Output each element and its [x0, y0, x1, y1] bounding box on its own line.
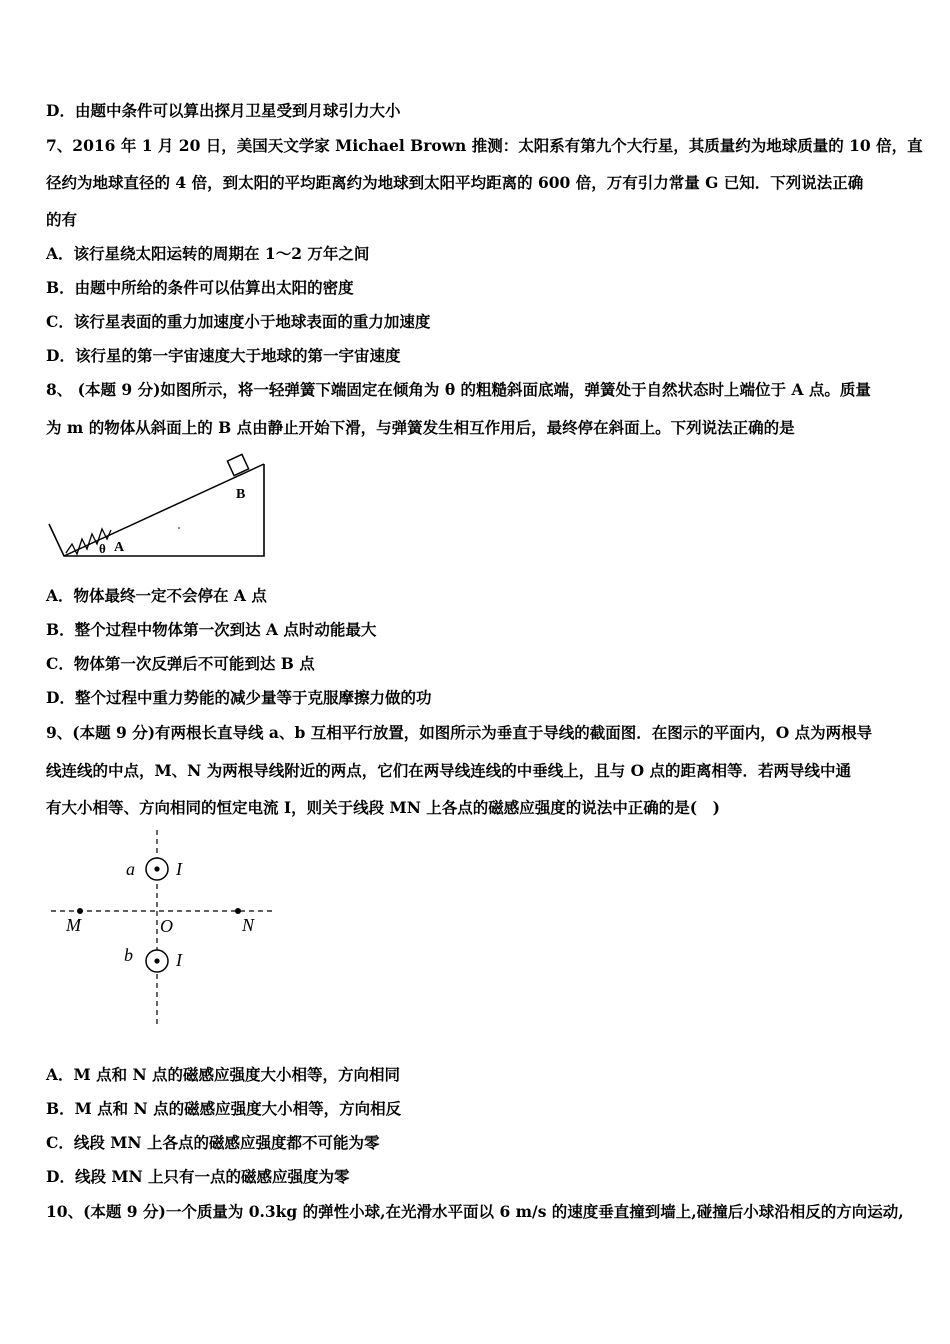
stem-line: 7、2016 年 1 月 20 日，美国天文学家 Michael Brown 推测：太阳系有第九个大行星，其质量约为地球质量的 10 倍，直	[46, 136, 923, 155]
parallel-wires-figure	[46, 828, 286, 1034]
label-i-top: I	[176, 859, 182, 879]
dot	[178, 527, 180, 529]
label-m: M	[66, 915, 81, 935]
question-6-option-d: D．由题中条件可以算出探月卫星受到月球引力大小	[46, 101, 401, 120]
question-7-option-a: A．该行星绕太阳运转的周期在 1～2 万年之间	[46, 244, 370, 263]
question-8-option-c: C．物体第一次反弹后不可能到达 B 点	[46, 654, 315, 673]
label-b: b	[124, 945, 133, 965]
stem-line: 径约为地球直径的 4 倍，到太阳的平均距离约为地球到太阳平均距离的 600 倍，万有引力常量 G 已知．下列说法正确	[46, 173, 864, 192]
label-b: B	[236, 487, 246, 502]
stem-line: 9、(本题 9 分)有两根长直导线 a、b 互相平行放置，如图所示为垂直于导线的截面图．在图示的平面内，O 点为两根导	[46, 723, 873, 742]
stem-line: 为 m 的物体从斜面上的 B 点由静止开始下滑，与弹簧发生相互作用后，最终停在斜面上。下列说法正确的是	[46, 418, 795, 437]
question-7-option-b: B．由题中所给的条件可以估算出太阳的密度	[46, 278, 354, 297]
label-i-bottom: I	[176, 950, 182, 970]
label-a: a	[126, 859, 135, 879]
label-theta: θ	[99, 541, 106, 556]
label-n: N	[242, 915, 255, 935]
point-m-marker	[77, 908, 83, 914]
wire-b-current-dot	[154, 958, 159, 963]
question-9-option-a: A．M 点和 N 点的磁感应强度大小相等，方向相同	[46, 1065, 401, 1084]
question-10-stem-line: 10、(本题 9 分)一个质量为 0.3kg 的弹性小球,在光滑水平面以 6 m/s 的速度垂直撞到墙上,碰撞后小球沿相反的方向运动,	[46, 1202, 904, 1221]
question-9-option-b: B．M 点和 N 点的磁感应强度大小相等，方向相反	[46, 1099, 402, 1118]
question-8-option-a: A．物体最终一定不会停在 A 点	[46, 586, 267, 605]
label-a: A	[114, 540, 125, 555]
stem-line: 有大小相等、方向相同的恒定电流 I，则关于线段 MN 上各点的磁感应强度的说法中正确的是( )	[46, 798, 720, 817]
question-9-option-d: D．线段 MN 上只有一点的磁感应强度为零	[46, 1167, 350, 1186]
label-o: O	[160, 916, 173, 936]
question-7-option-c: C．该行星表面的重力加速度小于地球表面的重力加速度	[46, 312, 431, 331]
question-8-option-b: B．整个过程中物体第一次到达 A 点时动能最大	[46, 620, 377, 639]
stem-line: 的有	[46, 210, 78, 229]
stem-line: 8、 (本题 9 分)如图所示，将一轻弹簧下端固定在倾角为 θ 的粗糙斜面底端，弹簧处于自然状态时上端位于 A 点。质量	[46, 380, 871, 399]
question-8-option-d: D．整个过程中重力势能的减少量等于克服摩擦力做的功	[46, 688, 432, 707]
wire-a-current-dot	[154, 866, 159, 871]
question-9-option-c: C．线段 MN 上各点的磁感应强度都不可能为零	[46, 1133, 380, 1152]
incline-surface	[64, 464, 264, 556]
question-7-option-d: D．该行星的第一宇宙速度大于地球的第一宇宙速度	[46, 346, 401, 365]
point-n-marker	[235, 908, 241, 914]
stem-line: 线连线的中点，M、N 为两根导线附近的两点，它们在两导线连线的中垂线上，且与 O 点的距离相等．若两导线中通	[46, 761, 852, 780]
incline-spring-figure	[44, 450, 274, 562]
